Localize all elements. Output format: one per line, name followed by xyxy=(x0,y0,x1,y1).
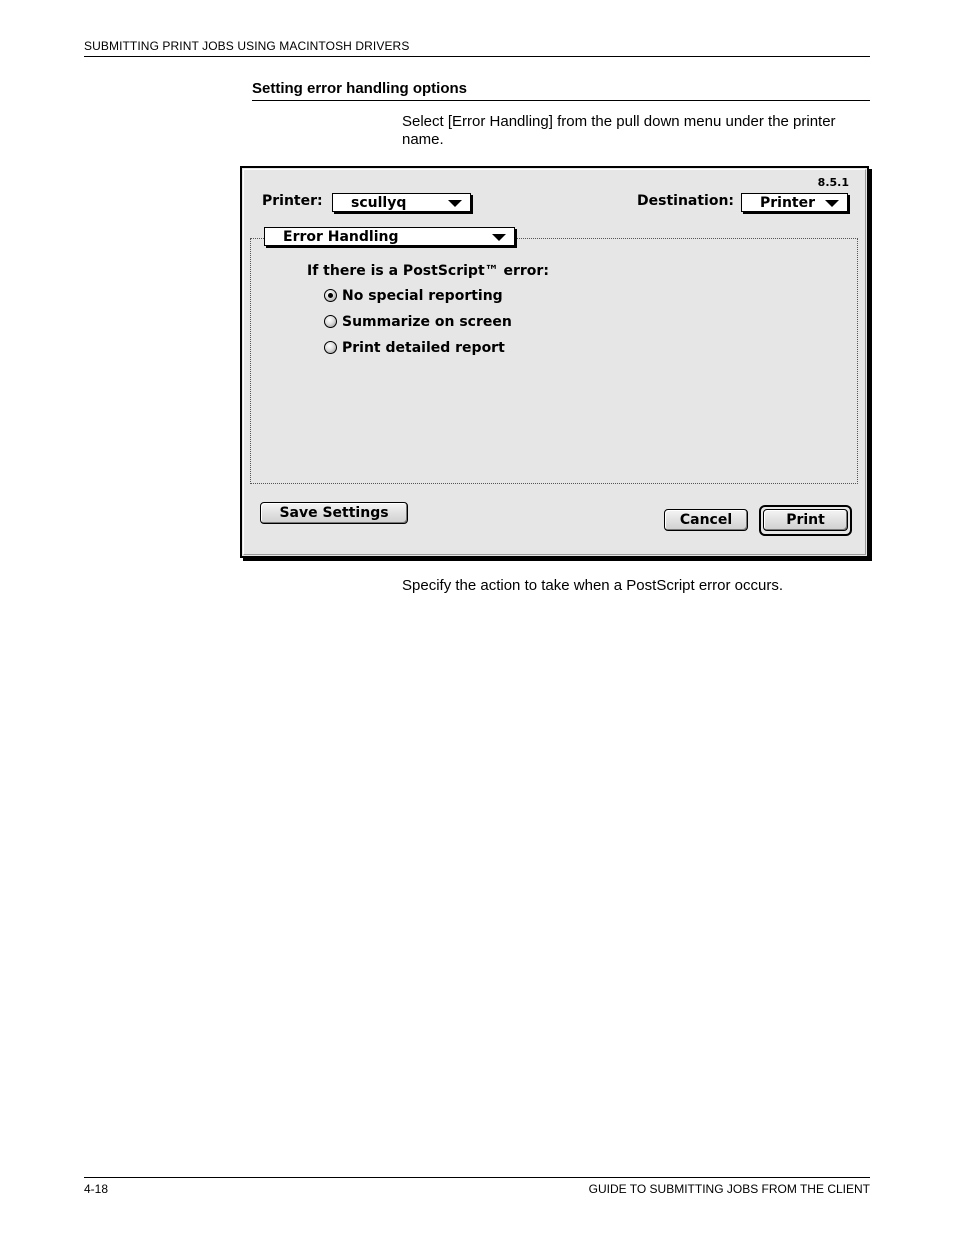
radio-label: No special reporting xyxy=(342,288,503,304)
panel-menu-popup[interactable] xyxy=(264,227,515,246)
cancel-button[interactable]: Cancel xyxy=(664,509,748,531)
print-button[interactable]: Print xyxy=(763,509,848,531)
intro-paragraph: Select [Error Handling] from the pull down menu under the printer name. xyxy=(402,113,836,148)
printer-popup[interactable] xyxy=(332,193,471,212)
version-label: 8.5.1 xyxy=(817,176,849,189)
running-header: SUBMITTING PRINT JOBS USING MACINTOSH DRIVERS xyxy=(84,39,870,57)
guide-title: GUIDE TO SUBMITTING JOBS FROM THE CLIENT xyxy=(588,1182,870,1196)
radio-summarize-on-screen[interactable] xyxy=(324,313,512,331)
section-title: Setting error handling options xyxy=(252,80,870,101)
radio-unselected-icon xyxy=(324,341,337,354)
error-question: If there is a PostScript™ error: xyxy=(307,263,549,279)
radio-print-detailed-report[interactable] xyxy=(324,339,505,357)
printer-popup-value: scullyq xyxy=(351,195,407,211)
chevron-down-icon xyxy=(825,200,839,207)
radio-label: Summarize on screen xyxy=(342,314,512,330)
printer-label: Printer: xyxy=(262,193,323,209)
radio-no-special-reporting[interactable] xyxy=(324,287,503,305)
destination-popup[interactable] xyxy=(741,193,848,212)
panel-menu-value: Error Handling xyxy=(283,229,399,245)
radio-selected-icon xyxy=(324,289,337,302)
caption-paragraph: Specify the action to take when a PostScript error occurs. xyxy=(402,577,784,594)
destination-popup-value: Printer xyxy=(760,195,816,211)
save-settings-button[interactable]: Save Settings xyxy=(260,502,408,524)
page-number: 4-18 xyxy=(84,1182,109,1196)
chevron-down-icon xyxy=(448,200,462,207)
destination-label: Destination: xyxy=(637,193,735,209)
radio-label: Print detailed report xyxy=(342,340,505,356)
running-footer xyxy=(84,1177,870,1196)
chevron-down-icon xyxy=(492,234,506,241)
print-dialog xyxy=(240,166,869,558)
radio-unselected-icon xyxy=(324,315,337,328)
